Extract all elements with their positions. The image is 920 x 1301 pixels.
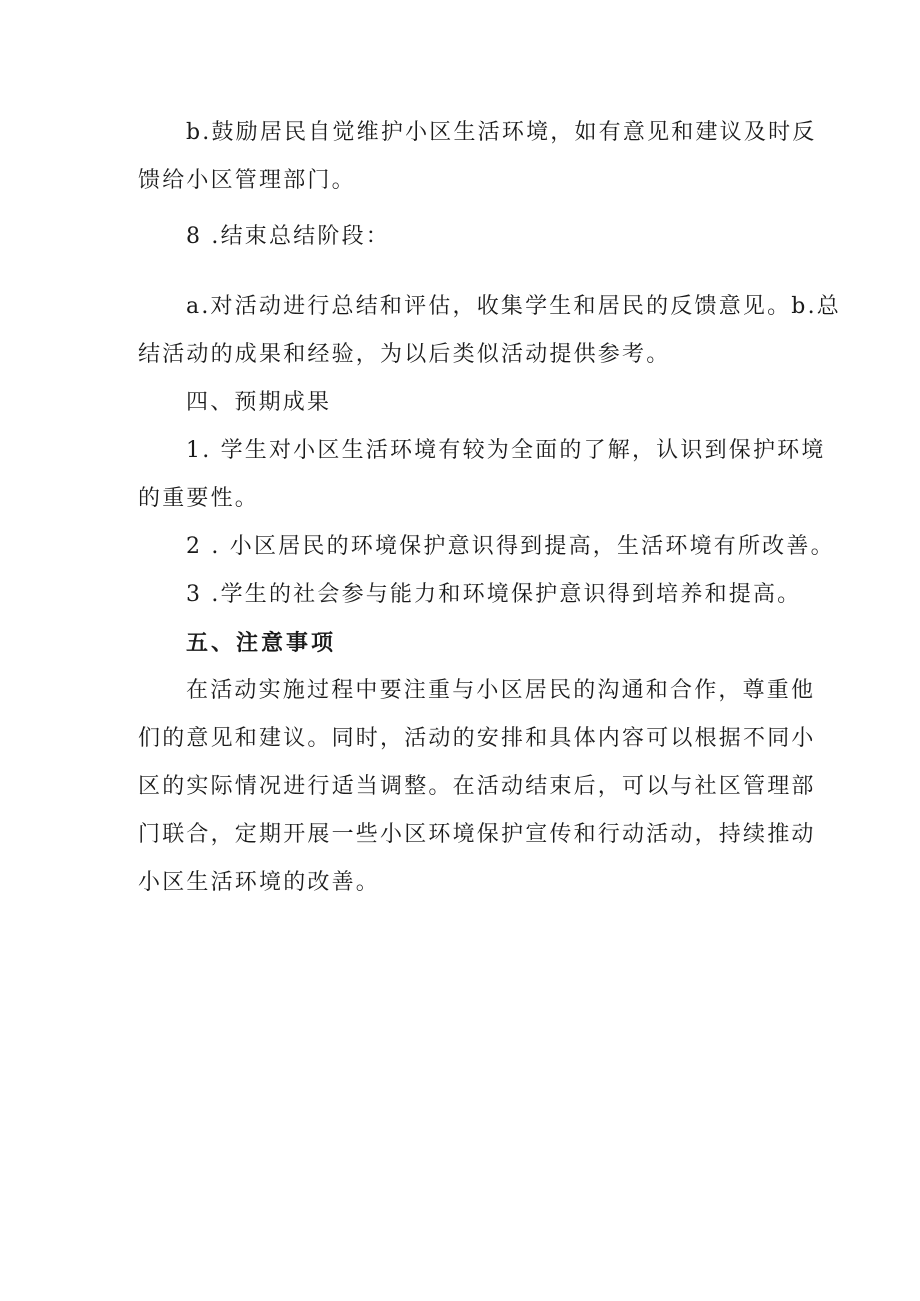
result-1-line-2: 的重要性。 — [138, 486, 260, 511]
notes-paragraph-line-3: 区的实际情况进行适当调整。在活动结束后，可以与社区管理部 — [138, 774, 816, 799]
section-heading-expected-results: 四、预期成果 — [186, 390, 332, 415]
notes-paragraph-line-5: 小区生活环境的改善。 — [138, 870, 381, 895]
notes-paragraph-line-4: 门联合，定期开展一些小区环境保护宣传和行动活动，持续推动 — [138, 822, 816, 847]
result-1-line-1: 1. 学生对小区生活环境有较为全面的了解，认识到保护环境 — [186, 438, 826, 463]
paragraph-b-feedback-line-2: 馈给小区管理部门。 — [138, 168, 356, 193]
result-2: 2 . 小区居民的环境保护意识得到提高，生活环境有所改善。 — [186, 534, 835, 559]
notes-paragraph-line-1: 在活动实施过程中要注重与小区居民的沟通和合作，尊重他 — [186, 678, 816, 703]
paragraph-a-evaluation-line-1: a.对活动进行总结和评估，收集学生和居民的反馈意见。b.总 — [186, 294, 841, 319]
paragraph-b-feedback-line-1: b.鼓励居民自觉维护小区生活环境，如有意见和建议及时反 — [186, 120, 817, 145]
result-3: 3 .学生的社会参与能力和环境保护意识得到培养和提高。 — [186, 582, 802, 607]
item-8-summary-stage: 8 .结束总结阶段： — [186, 224, 390, 249]
section-heading-notes: 五、注意事项 — [186, 630, 337, 656]
paragraph-a-evaluation-line-2: 结活动的成果和经验，为以后类似活动提供参考。 — [138, 342, 671, 367]
notes-paragraph-line-2: 们的意见和建议。同时，活动的安排和具体内容可以根据不同小 — [138, 726, 816, 751]
